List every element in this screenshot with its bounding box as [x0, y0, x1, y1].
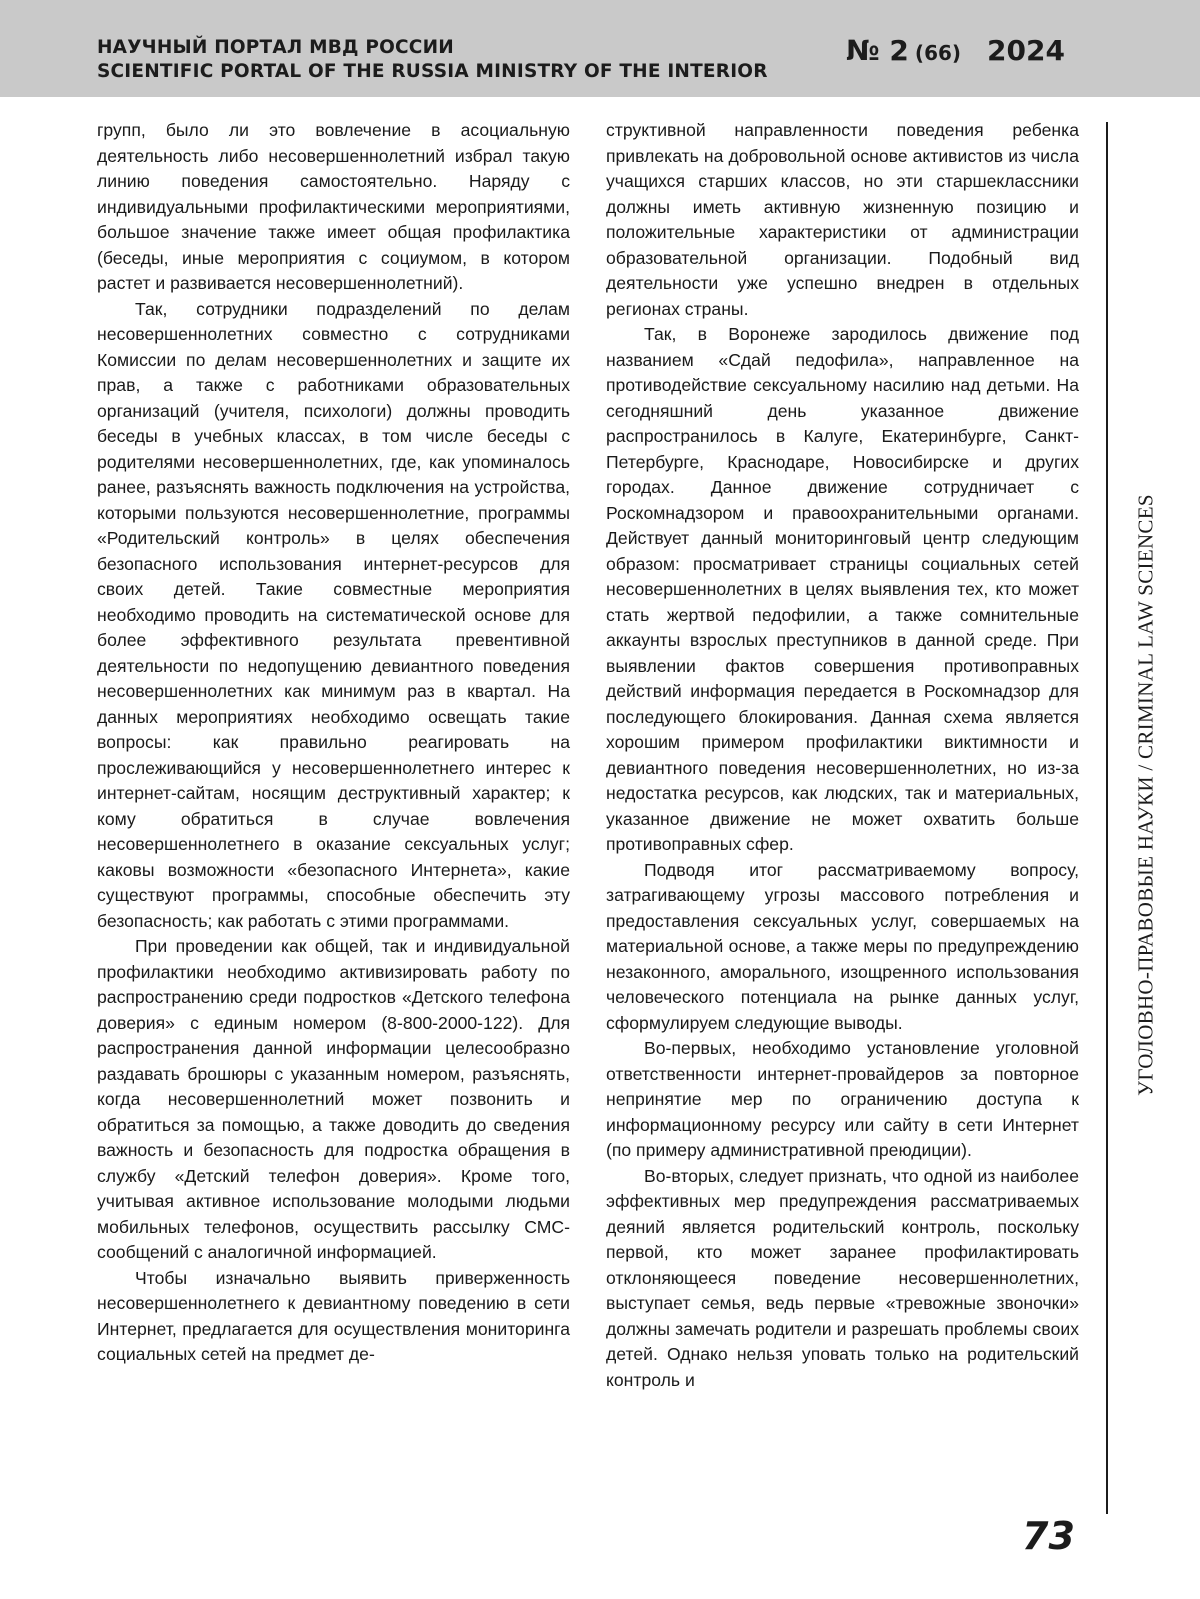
page-number: 73 — [1022, 1514, 1075, 1558]
paragraph: Подводя итог рассматриваемому вопросу, затрагивающему угрозы массового потребления и предоставления сексуальных услуг, совершаемых на материальной основе, а также меры по предупреждению незаконного, аморального, изощренного использования человеческого потенциала на рынке данных услуг, сформулируем следующие выводы. — [606, 859, 1079, 1033]
paragraph: Во-первых, необходимо установление уголовной ответственности интернет-провайдеров за повторное непринятие мер по ограничению доступа к информационному ресурсу или сайту в сети Интернет (по примеру административной преюдиции). — [606, 1038, 1079, 1160]
paragraph: Так, в Воронеже зародилось движение под названием «Сдай педофила», направленное на противодействие сексуальному насилию над детьми. На сегодняшний день указанное движение распространилось в Калуге, Екатеринбурге, Санкт-Петербурге, Краснодаре, Новосибирске и других городах. Данное движение сотрудничает с Роскомнадзором и правоохранительными органами. Действует данный мониторинговый центр следующим образом: просматривает страницы социальных сетей несовершеннолетних в целях выявления тех, кто может стать жертвой педофилии, а также сомнительные аккаунты взрослых преступников в данной среде. При выявлении фактов совершения противоправных действий информация передается в Роскомнадзор для последующего блокирования. Данная схема является хорошим примером профилактики виктимности и девиантного поведения несовершеннолетних, но из-за недостатка ресурсов, как людских, так и материальных, указанное движение не может охватить больше противоправных сфер. — [606, 324, 1079, 854]
journal-title-en: SCIENTIFIC PORTAL OF THE RUSSIA MINISTRY OF THE INTERIOR — [97, 61, 768, 82]
paragraph: структивной направленности поведения ребенка привлекать на добровольной основе активистов из числа учащихся старших классов, но эти старшеклассники должны иметь активную жизненную позицию и положительные характеристики от администрации образовательной организации. Подобный вид деятельности уже успешно внедрен в отдельных регионах страны. — [606, 120, 1079, 319]
journal-header — [0, 0, 1200, 97]
sidebar-divider — [1106, 122, 1108, 1514]
paragraph: групп, было ли это вовлечение в асоциальную деятельность либо несовершеннолетний избрал такую линию поведения самостоятельно. Наряду с индивидуальными профилактическими мероприятиями, большое значение также имеет общая профилактика (беседы, иные мероприятия с социумом, в котором растет и развивается несовершеннолетний). — [97, 120, 570, 293]
paragraph: Так, сотрудники подразделений по делам несовершеннолетних совместно с сотрудниками Комиссии по делам несовершеннолетних и защите их прав, а также с работниками образовательных организаций (учителя, психологи) должны проводить беседы в учебных классах, в том числе беседы с родителями несовершеннолетних, где, как упоминалось ранее, разъяснять важность подключения на устройства, которыми пользуются несовершеннолетние, программы «Родительский контроль» в целях обеспечения безопасного использования интернет-ресурсов для своих детей. Такие совместные мероприятия необходимо проводить на систематической основе для более эффективного результата превентивной деятельности по недопущению девиантного поведения несовершеннолетних как минимум раз в квартал. На данных мероприятиях необходимо освещать такие вопросы: как правильно реагировать на прослеживающийся у несовершеннолетнего интерес к интернет-сайтам, носящим деструктивный характер; к кому обратиться в случае вовлечения несовершеннолетнего в оказание сексуальных услуг; каковы возможности «безопасного Интернета», какие существуют программы, способные обеспечить эту безопасность; как работать с этими программами. — [97, 298, 570, 931]
paragraph: Чтобы изначально выявить приверженность несовершеннолетнего к девиантному поведению в сети Интернет, предлагается для осуществления мониторинга социальных сетей на предмет де- — [97, 1267, 570, 1364]
issue-year: 2024 — [987, 34, 1065, 67]
issue-total-number: (66) — [914, 41, 962, 65]
journal-title-ru: НАУЧНЫЙ ПОРТАЛ МВД РОССИИ — [97, 37, 454, 58]
paragraph: Во-вторых, следует признать, что одной из наиболее эффективных мер предупреждения рассматриваемых деяний является родительский контроль, поскольку первой, кто может заранее профилактировать отклоняющееся поведение несовершеннолетних, выступает семья, ведь первые «тревожные звоночки» должны замечать родители и разрешать проблемы своих детей. Однако нельзя уповать только на родительский контроль и — [606, 1165, 1079, 1390]
section-sidebar-label: УГОЛОВНО-ПРАВОВЫЕ НАУКИ / CRIMINAL LAW SCIENCES — [1133, 494, 1158, 1096]
left-column — [97, 118, 570, 1368]
journal-title — [97, 36, 768, 84]
paragraph: При проведении как общей, так и индивидуальной профилактики необходимо активизировать работу по распространению среди подростков «Детского телефона доверия» с единым номером (8-800-2000-122). Для распространения данной информации целесообразно раздавать брошюры с указанным номером, разъяснять, когда несовершеннолетний может позвонить и обратиться за помощью, а также доводить до сведения важность и безопасность для подростка обращения в службу «Детский телефон доверия». Кроме того, учитывая активное использование молодыми людьми мобильных телефонов, осуществить рассылку СМС-сообщений с аналогичной информацией. — [97, 936, 570, 1262]
right-column — [606, 118, 1079, 1393]
issue-number: № 2 — [846, 34, 909, 67]
issue-info — [846, 34, 1065, 67]
